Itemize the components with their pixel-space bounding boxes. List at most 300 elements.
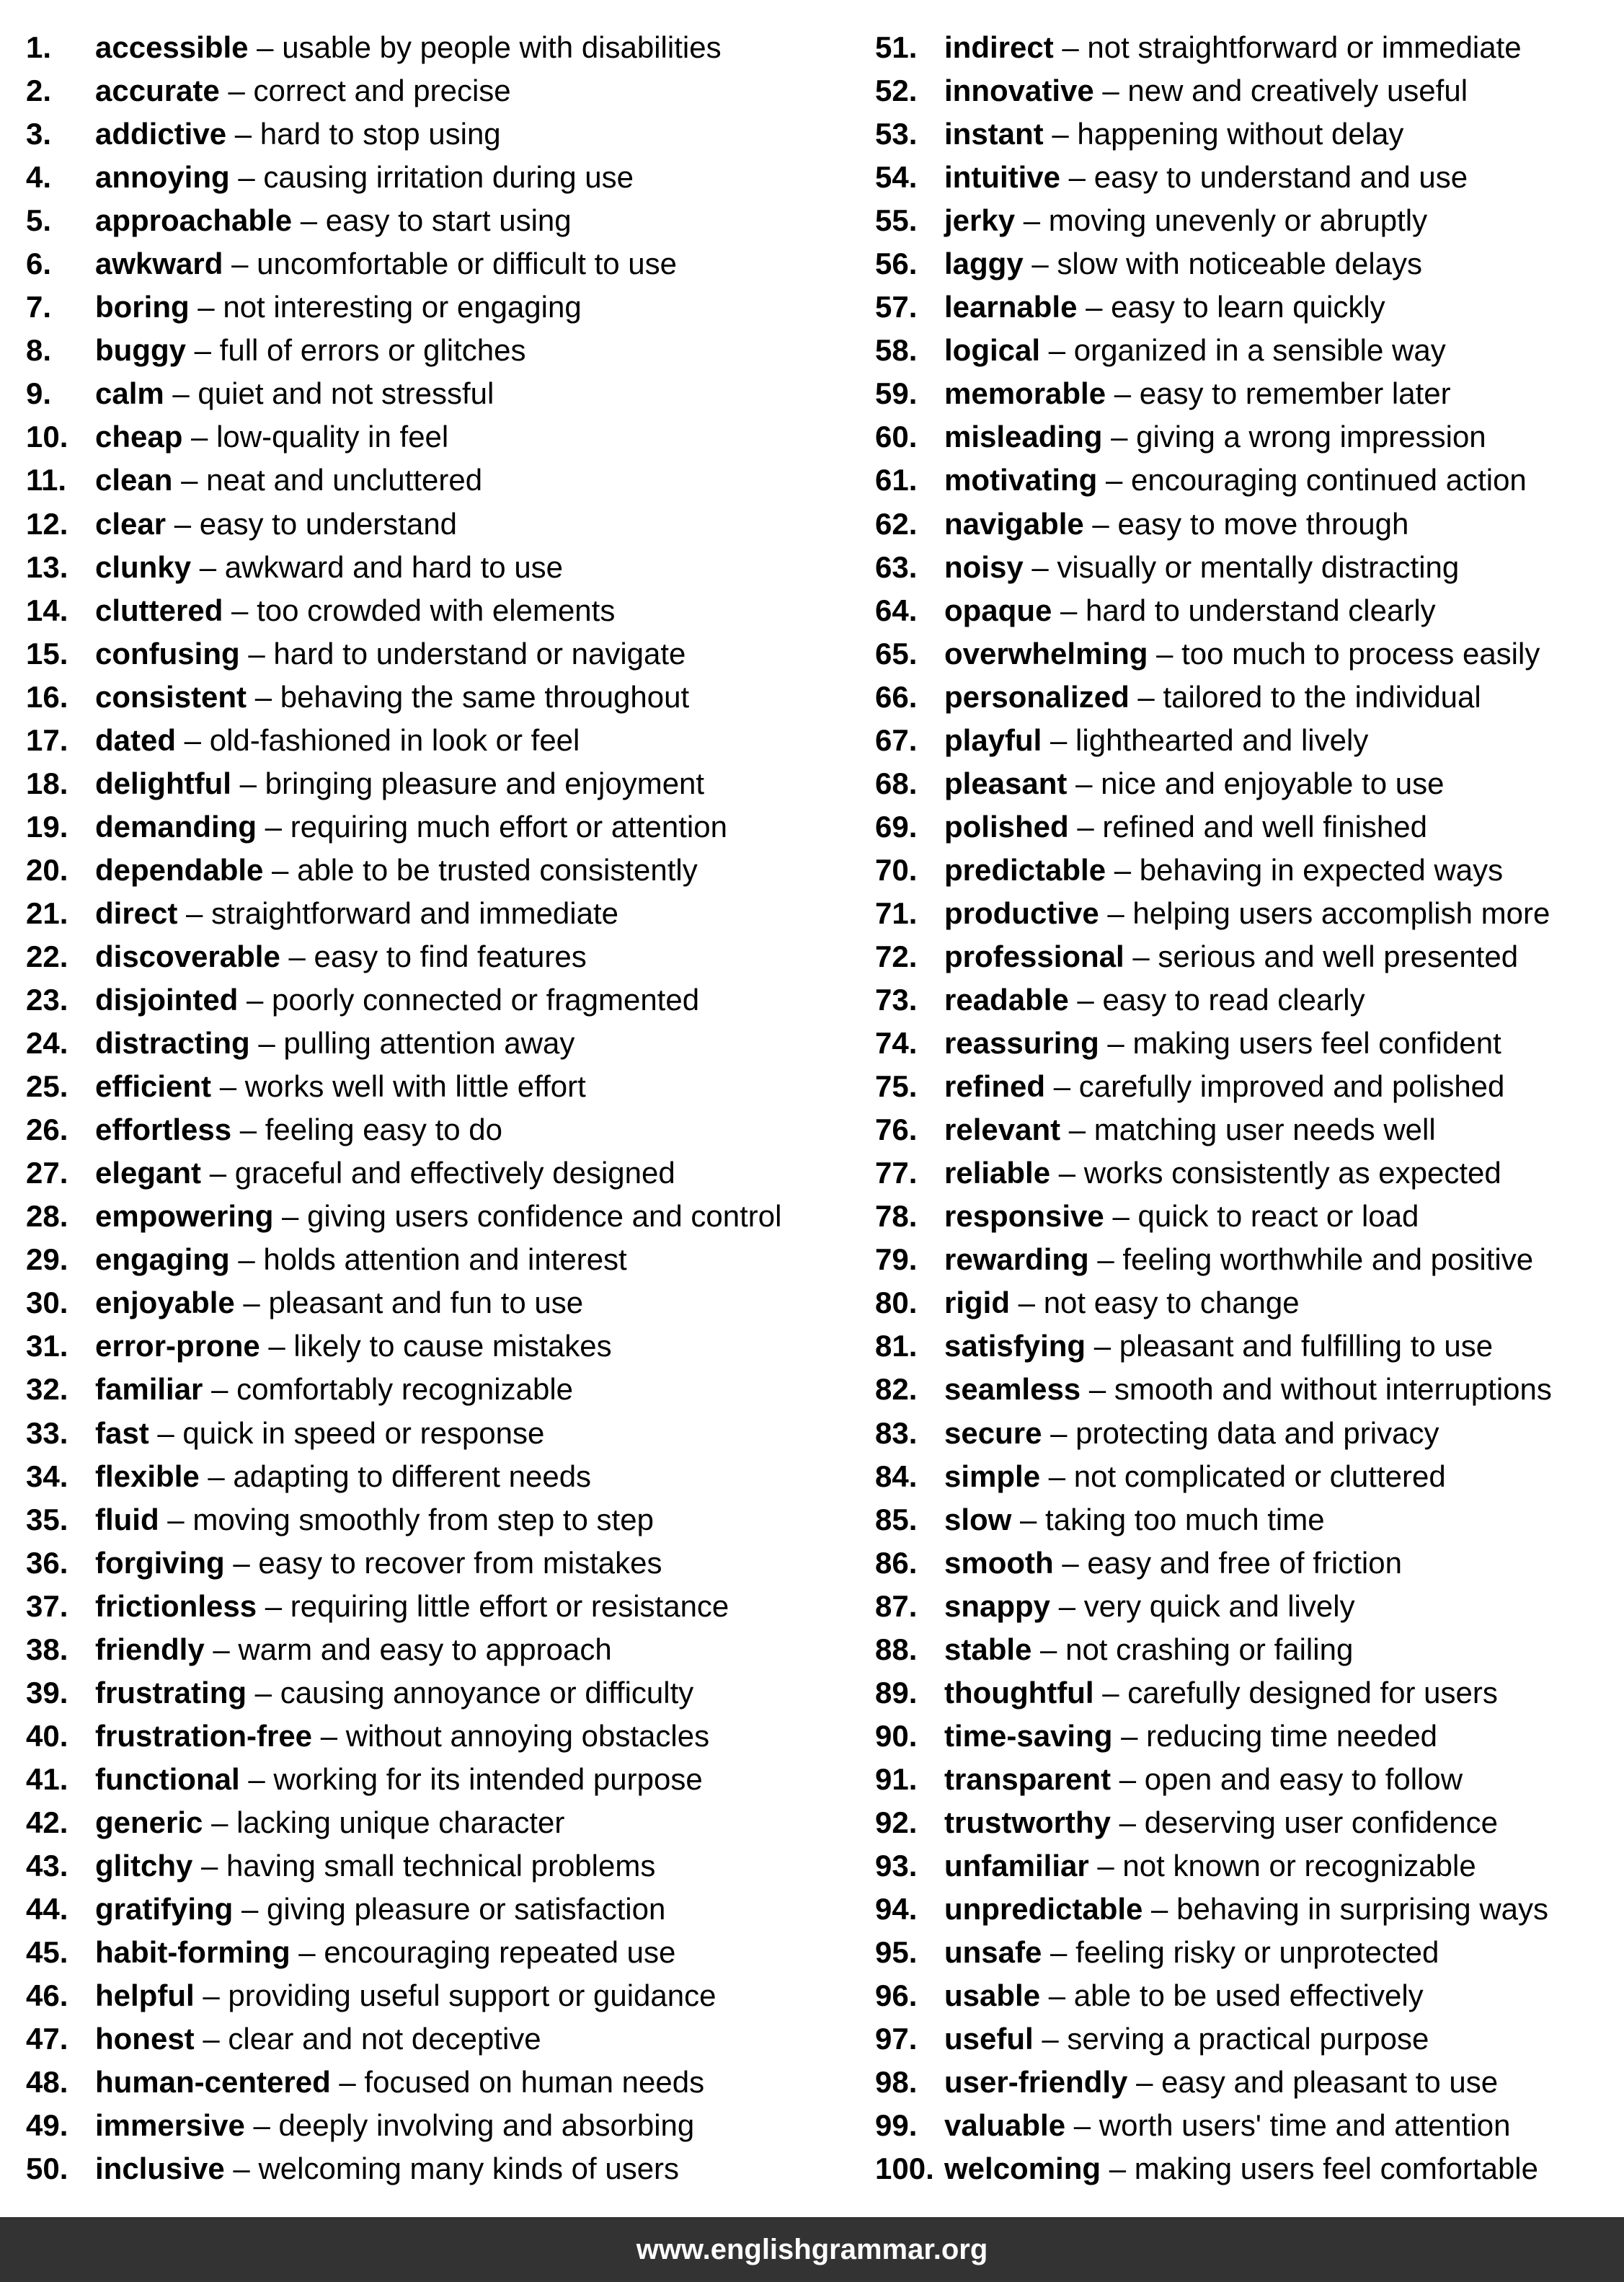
list-item (875, 546, 1618, 589)
item-definition: – feeling risky or unprotected (1042, 1935, 1439, 1970)
item-definition: – easy to read clearly (1068, 983, 1365, 1017)
list-item (875, 2017, 1618, 2061)
item-definition: – behaving in surprising ways (1142, 1892, 1549, 1927)
item-number: 95. (875, 1935, 918, 1970)
item-word: forgiving (95, 1545, 225, 1580)
item-word: polished (944, 809, 1069, 844)
item-definition: – hard to understand clearly (1052, 593, 1436, 627)
list-item (26, 112, 848, 156)
item-definition: – providing useful support or guidance (194, 1978, 716, 2013)
item-number: 52. (875, 74, 918, 108)
item-number: 15. (26, 636, 68, 671)
item-definition: – working for its intended purpose (239, 1761, 703, 1796)
item-word: relevant (944, 1113, 1061, 1147)
list-item (26, 1801, 848, 1844)
list-item (26, 1412, 848, 1455)
item-definition: – too much to process easily (1148, 636, 1540, 671)
item-number: 81. (875, 1329, 918, 1363)
list-item (875, 1888, 1618, 1931)
item-number: 67. (875, 722, 918, 757)
item-word: transparent (944, 1761, 1111, 1796)
list-item (26, 1195, 848, 1238)
item-word: secure (944, 1415, 1042, 1450)
list-item (26, 1542, 848, 1585)
item-definition: – behaving in expected ways (1106, 852, 1504, 887)
item-number: 57. (875, 290, 918, 324)
item-number: 76. (875, 1113, 918, 1147)
item-word: enjoyable (95, 1286, 235, 1320)
item-number: 14. (26, 593, 68, 627)
item-definition: – not straightforward or immediate (1053, 30, 1522, 65)
item-number: 33. (26, 1415, 68, 1450)
item-definition: – giving a wrong impression (1102, 420, 1486, 454)
item-number: 92. (875, 1805, 918, 1839)
item-definition: – encouraging continued action (1097, 463, 1527, 497)
item-word: intuitive (944, 160, 1061, 195)
item-word: habit-forming (95, 1935, 290, 1970)
item-word: instant (944, 117, 1044, 151)
list-item (26, 935, 848, 978)
item-word: unsafe (944, 1935, 1042, 1970)
item-word: refined (944, 1069, 1046, 1104)
item-definition: – pleasant and fun to use (234, 1286, 584, 1320)
item-word: rewarding (944, 1242, 1089, 1277)
item-word: clunky (95, 549, 192, 584)
item-number: 83. (875, 1415, 918, 1450)
item-definition: – encouraging repeated use (290, 1935, 676, 1970)
item-word: dependable (95, 852, 264, 887)
item-word: learnable (944, 290, 1078, 324)
item-definition: – matching user needs well (1060, 1113, 1436, 1147)
item-definition: – clear and not deceptive (194, 2022, 541, 2056)
list-item (26, 1151, 848, 1195)
item-definition: – making users feel comfortable (1101, 2151, 1538, 2186)
item-definition: – protecting data and privacy (1042, 1415, 1439, 1450)
item-number: 26. (26, 1113, 68, 1147)
item-definition: – without annoying obstacles (312, 1718, 710, 1753)
item-word: unpredictable (944, 1892, 1143, 1927)
item-number: 72. (875, 939, 918, 973)
item-definition: – reducing time needed (1112, 1718, 1438, 1753)
item-definition: – correct and precise (219, 74, 511, 108)
item-word: efficient (95, 1069, 212, 1104)
item-definition: – quick to react or load (1104, 1199, 1419, 1234)
item-number: 87. (875, 1588, 918, 1623)
item-definition: – feeling easy to do (231, 1113, 502, 1147)
item-definition: – giving users confidence and control (273, 1199, 782, 1234)
item-number: 47. (26, 2022, 68, 2056)
footer-bar (0, 2217, 1624, 2282)
item-number: 60. (875, 420, 918, 454)
item-definition: – moving unevenly or abruptly (1015, 203, 1428, 238)
item-number: 16. (26, 679, 68, 714)
item-word: satisfying (944, 1329, 1086, 1363)
item-word: human-centered (95, 2065, 331, 2100)
item-definition: – able to be used effectively (1040, 1978, 1424, 2013)
item-word: jerky (944, 203, 1016, 238)
list-item (26, 1108, 848, 1151)
list-item (26, 589, 848, 632)
item-definition: – hard to understand or navigate (239, 636, 686, 671)
list-item (875, 2061, 1618, 2104)
item-number: 31. (26, 1329, 68, 1363)
item-definition: – not interesting or engaging (189, 290, 582, 324)
item-word: elegant (95, 1156, 202, 1190)
item-number: 70. (875, 852, 918, 887)
item-definition: – happening without delay (1043, 117, 1404, 151)
item-definition: – welcoming many kinds of users (224, 2151, 680, 2186)
list-item (875, 2104, 1618, 2147)
item-number: 48. (26, 2065, 68, 2100)
item-word: buggy (95, 333, 186, 368)
list-item (26, 1238, 848, 1281)
item-number: 93. (875, 1848, 918, 1883)
list-item (875, 1715, 1618, 1758)
item-number: 30. (26, 1286, 68, 1320)
item-number: 79. (875, 1242, 918, 1277)
item-word: user-friendly (944, 2065, 1128, 2100)
item-word: pleasant (944, 766, 1068, 800)
item-definition: – easy to remember later (1106, 376, 1451, 411)
item-number: 53. (875, 117, 918, 151)
item-word: disjointed (95, 983, 239, 1017)
item-number: 5. (26, 203, 52, 238)
item-definition: – full of errors or glitches (185, 333, 526, 368)
item-definition: – poorly connected or fragmented (238, 983, 700, 1017)
list-item (26, 1281, 848, 1324)
item-word: frictionless (95, 1588, 257, 1623)
list-item (875, 935, 1618, 978)
list-item (875, 1671, 1618, 1715)
item-word: cheap (95, 420, 183, 454)
item-definition: – straightforward and immediate (177, 895, 618, 930)
item-word: misleading (944, 420, 1103, 454)
item-number: 61. (875, 463, 918, 497)
item-definition: – easy to learn quickly (1077, 290, 1385, 324)
item-definition: – usable by people with disabilities (248, 30, 722, 65)
item-definition: – deserving user confidence (1111, 1805, 1498, 1839)
item-definition: – likely to cause mistakes (259, 1329, 612, 1363)
item-word: welcoming (944, 2151, 1101, 2186)
item-number: 82. (875, 1372, 918, 1407)
item-definition: – able to be trusted consistently (263, 852, 698, 887)
item-definition: – not easy to change (1010, 1286, 1300, 1320)
item-definition: – behaving the same throughout (247, 679, 690, 714)
item-word: discoverable (95, 939, 280, 973)
list-item (26, 849, 848, 892)
item-word: functional (95, 1761, 240, 1796)
list-item (875, 1151, 1618, 1195)
item-number: 12. (26, 506, 68, 541)
item-definition: – smooth and without interruptions (1081, 1372, 1552, 1407)
item-number: 7. (26, 290, 52, 324)
item-definition: – pleasant and fulfilling to use (1086, 1329, 1494, 1363)
item-definition: – causing annoyance or difficulty (247, 1675, 694, 1710)
item-word: valuable (944, 2108, 1066, 2143)
item-definition: – organized in a sensible way (1040, 333, 1446, 368)
list-item (875, 978, 1618, 1022)
list-item (875, 632, 1618, 676)
item-number: 96. (875, 1978, 918, 2013)
list-item (875, 1238, 1618, 1281)
item-word: trustworthy (944, 1805, 1111, 1839)
list-item (26, 1455, 848, 1498)
list-item (875, 762, 1618, 805)
item-word: opaque (944, 593, 1052, 627)
item-definition: – not complicated or cluttered (1040, 1459, 1446, 1493)
list-item (875, 1974, 1618, 2017)
list-item (26, 1844, 848, 1888)
item-word: laggy (944, 247, 1024, 281)
item-number: 55. (875, 203, 918, 238)
item-definition: – lacking unique character (203, 1805, 565, 1839)
item-word: boring (95, 290, 190, 324)
item-word: flexible (95, 1459, 200, 1493)
item-number: 77. (875, 1156, 918, 1190)
list-item (875, 676, 1618, 719)
item-definition: – giving pleasure or satisfaction (233, 1892, 666, 1927)
item-word: rigid (944, 1286, 1010, 1320)
item-number: 32. (26, 1372, 68, 1407)
list-item (875, 1022, 1618, 1065)
item-definition: – easy to move through (1083, 506, 1409, 541)
item-number: 86. (875, 1545, 918, 1580)
item-word: error-prone (95, 1329, 260, 1363)
list-item (26, 978, 848, 1022)
item-word: awkward (95, 247, 223, 281)
item-definition: – works well with little effort (211, 1069, 586, 1104)
item-number: 62. (875, 506, 918, 541)
item-word: engaging (95, 1242, 230, 1277)
item-number: 73. (875, 983, 918, 1017)
item-word: memorable (944, 376, 1106, 411)
item-word: friendly (95, 1632, 205, 1666)
item-word: familiar (95, 1372, 203, 1407)
list-item (875, 719, 1618, 762)
list-item (875, 503, 1618, 546)
item-word: direct (95, 895, 178, 930)
list-item (26, 286, 848, 329)
item-definition: – requiring much effort or attention (257, 809, 727, 844)
item-number: 17. (26, 722, 68, 757)
item-word: noisy (944, 549, 1024, 584)
item-number: 50. (26, 2151, 68, 2186)
item-number: 68. (875, 766, 918, 800)
list-item (26, 2017, 848, 2061)
item-number: 90. (875, 1718, 918, 1753)
item-number: 89. (875, 1675, 918, 1710)
item-number: 75. (875, 1069, 918, 1104)
item-definition: – open and easy to follow (1111, 1761, 1463, 1796)
list-item (26, 372, 848, 415)
item-definition: – graceful and effectively designed (201, 1156, 675, 1190)
item-definition: – old-fashioned in look or feel (176, 722, 580, 757)
item-number: 85. (875, 1502, 918, 1536)
list-item (875, 1931, 1618, 1974)
item-word: calm (95, 376, 164, 411)
item-word: personalized (944, 679, 1130, 714)
list-item (26, 676, 848, 719)
item-number: 49. (26, 2108, 68, 2143)
item-number: 29. (26, 1242, 68, 1277)
item-word: time-saving (944, 1718, 1113, 1753)
list-item (875, 1065, 1618, 1108)
item-word: snappy (944, 1588, 1051, 1623)
item-definition: – lighthearted and lively (1042, 722, 1369, 757)
item-number: 18. (26, 766, 68, 800)
list-item (26, 1324, 848, 1368)
item-word: delightful (95, 766, 231, 800)
list-item (875, 372, 1618, 415)
item-number: 2. (26, 74, 52, 108)
item-word: indirect (944, 30, 1054, 65)
item-word: responsive (944, 1199, 1104, 1234)
item-definition: – moving smoothly from step to step (159, 1502, 654, 1536)
list-item (875, 1108, 1618, 1151)
list-item (26, 1888, 848, 1931)
list-item (26, 719, 848, 762)
item-number: 34. (26, 1459, 68, 1493)
item-definition: – refined and well finished (1068, 809, 1428, 844)
list-item (875, 1844, 1618, 1888)
list-item (26, 459, 848, 502)
item-definition: – easy to understand (166, 506, 458, 541)
item-definition: – very quick and lively (1050, 1588, 1355, 1623)
item-number: 94. (875, 1892, 918, 1927)
list-item (26, 1671, 848, 1715)
list-item (26, 329, 848, 372)
item-definition: – helping users accomplish more (1099, 895, 1550, 930)
list-item (875, 589, 1618, 632)
list-item (26, 242, 848, 286)
item-number: 35. (26, 1502, 68, 1536)
item-definition: – making users feel confident (1099, 1026, 1501, 1061)
item-definition: – neat and uncluttered (172, 463, 483, 497)
list-item (26, 805, 848, 849)
item-definition: – new and creatively useful (1093, 74, 1468, 108)
item-definition: – causing irritation during use (229, 160, 634, 195)
item-word: honest (95, 2022, 195, 2056)
item-definition: – feeling worthwhile and positive (1088, 1242, 1534, 1277)
footer-url[interactable]: www.englishgrammar.org (636, 2233, 988, 2265)
item-definition: – too crowded with elements (223, 593, 616, 627)
list-item (875, 1758, 1618, 1801)
item-number: 38. (26, 1632, 68, 1666)
item-word: distracting (95, 1026, 250, 1061)
item-word: inclusive (95, 2151, 225, 2186)
item-number: 69. (875, 809, 918, 844)
item-number: 9. (26, 376, 52, 411)
item-word: annoying (95, 160, 230, 195)
item-word: reassuring (944, 1026, 1099, 1061)
item-word: playful (944, 722, 1042, 757)
item-word: motivating (944, 463, 1098, 497)
item-number: 21. (26, 895, 68, 930)
item-word: logical (944, 333, 1041, 368)
list-item (26, 1065, 848, 1108)
item-number: 78. (875, 1199, 918, 1234)
item-definition: – taking too much time (1011, 1502, 1325, 1536)
item-definition: – low-quality in feel (182, 420, 449, 454)
item-word: accurate (95, 74, 220, 108)
item-number: 37. (26, 1588, 68, 1623)
item-number: 19. (26, 809, 68, 844)
item-word: clear (95, 506, 167, 541)
item-number: 44. (26, 1892, 68, 1927)
item-number: 66. (875, 679, 918, 714)
list-item (875, 415, 1618, 459)
item-number: 51. (875, 30, 918, 65)
item-number: 20. (26, 852, 68, 887)
item-word: gratifying (95, 1892, 234, 1927)
item-definition: – easy to find features (280, 939, 587, 973)
item-word: stable (944, 1632, 1032, 1666)
item-definition: – bringing pleasure and enjoyment (231, 766, 705, 800)
list-item (26, 199, 848, 242)
item-definition: – focused on human needs (330, 2065, 705, 2100)
list-item (26, 26, 848, 69)
item-number: 65. (875, 636, 918, 671)
list-item (875, 1498, 1618, 1542)
item-word: frustrating (95, 1675, 247, 1710)
item-definition: – holds attention and interest (229, 1242, 627, 1277)
list-item (875, 1628, 1618, 1671)
item-number: 39. (26, 1675, 68, 1710)
item-definition: – not crashing or failing (1031, 1632, 1354, 1666)
list-item (26, 503, 848, 546)
item-number: 25. (26, 1069, 68, 1104)
list-item (875, 242, 1618, 286)
item-word: accessible (95, 30, 249, 65)
item-definition: – easy and pleasant to use (1127, 2065, 1499, 2100)
item-number: 6. (26, 247, 52, 281)
list-item (875, 112, 1618, 156)
item-word: fluid (95, 1502, 159, 1536)
list-item (26, 2147, 848, 2190)
item-number: 100. (875, 2151, 934, 2186)
item-word: immersive (95, 2108, 245, 2143)
item-word: approachable (95, 203, 293, 238)
item-definition: – slow with noticeable delays (1023, 247, 1423, 281)
item-word: clean (95, 463, 173, 497)
item-number: 71. (875, 895, 918, 930)
item-number: 80. (875, 1286, 918, 1320)
item-word: demanding (95, 809, 257, 844)
item-number: 23. (26, 983, 68, 1017)
list-item (26, 632, 848, 676)
item-word: thoughtful (944, 1675, 1094, 1710)
list-item (875, 1324, 1618, 1368)
item-definition: – adapting to different needs (199, 1459, 592, 1493)
word-list-right-column (875, 26, 1618, 2190)
item-word: dated (95, 722, 177, 757)
list-item (875, 2147, 1618, 2190)
item-number: 58. (875, 333, 918, 368)
item-number: 10. (26, 420, 68, 454)
item-definition: – hard to stop using (226, 117, 501, 151)
item-number: 3. (26, 117, 52, 151)
item-word: navigable (944, 506, 1084, 541)
item-number: 42. (26, 1805, 68, 1839)
list-item (26, 2061, 848, 2104)
list-item (875, 26, 1618, 69)
list-item (875, 805, 1618, 849)
list-item (26, 156, 848, 199)
item-number: 41. (26, 1761, 68, 1796)
item-definition: – serving a practical purpose (1033, 2022, 1429, 2056)
item-word: useful (944, 2022, 1034, 2056)
item-word: fast (95, 1415, 149, 1450)
